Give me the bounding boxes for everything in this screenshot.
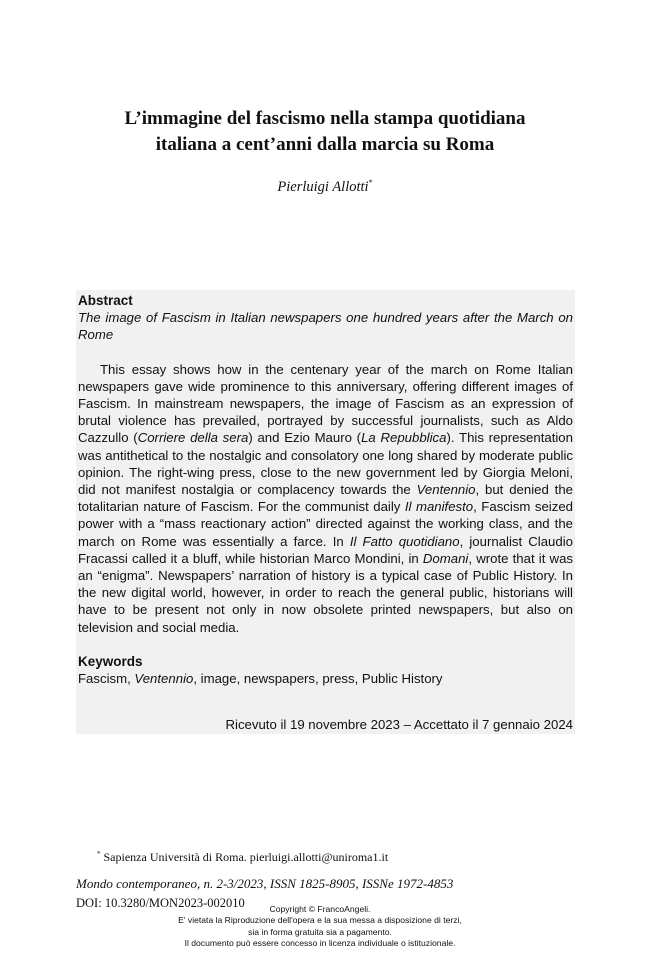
abstract-text-run: Il Fatto quotidiano (349, 533, 460, 549)
abstract-english-title: The image of Fascism in Italian newspapers one hundred years after the March on Rome (78, 310, 573, 343)
abstract-body (78, 361, 573, 636)
title-line-1: L’immagine del fascismo nella stampa quotidiana (124, 108, 526, 129)
doi-line: DOI: 10.3280/MON2023-002010 (76, 896, 245, 910)
abstract-box (76, 290, 575, 734)
keywords-list (78, 670, 573, 687)
paper-title (60, 106, 590, 158)
footnote-text: Sapienza Università di Roma. pierluigi.allotti@uniroma1.it (103, 850, 389, 864)
abstract-text-run: , journalist Claudio Fracassi called it a bluff, while historian Marco Mondini, in (78, 533, 573, 566)
author-footnote-mark: * (368, 178, 373, 187)
abstract-text-run: , Fascism seized power with a “mass reactionary action” directed against the working class, and the march on Rome was essentially a farce. In (78, 499, 574, 549)
abstract-text-run: Il manifesto (404, 499, 474, 515)
copyright-notice (100, 904, 540, 949)
footnote-mark: * (97, 850, 101, 858)
keyword-text-run: , image, newspapers, press, Public History (193, 671, 443, 687)
keywords-heading: Keywords (78, 653, 143, 669)
copyright-line-3: sia in forma gratuita sia a pagamento. (248, 926, 392, 937)
copyright-line-4: Il documento può essere concesso in licenza individuale o istituzionale. (184, 937, 456, 948)
copyright-line-2: E' vietata la Riproduzione dell'opera e la sua messa a disposizione di terzi, (178, 915, 462, 926)
title-line-2: italiana a cent’anni dalla marcia su Roma (155, 134, 495, 155)
abstract-text-run: La Repubblica (361, 430, 447, 446)
abstract-text-run: ). This representation was antithetical to the nostalgic and consolatory one long shared by moderate public opinion. The right-wing press, close to the new government led by Giorgia Meloni, did not manifest nostalgia or complacency towards the (78, 430, 573, 498)
author-line (0, 178, 650, 196)
abstract-text-run: ) and Ezio Mauro ( (248, 430, 362, 446)
abstract-heading: Abstract (78, 293, 133, 308)
keyword-text-run: Ventennio (134, 671, 194, 687)
abstract-text-run: This essay shows how in the centenary year of the march on Rome Italian newspapers gave wide prominence to this anniversary, offering different images of Fascism. In mainstream newspapers, the image of Fascism as an expression of brutal violence has prevailed, portrayed by successful journalists, such as Aldo Cazzullo ( (78, 361, 573, 446)
abstract-text-run: Ventennio (416, 482, 476, 498)
journal-citation: Mondo contemporaneo, n. 2-3/2023, ISSN 1825-8905, ISSNe 1972-4853 (76, 876, 454, 891)
abstract-text-run: , wrote that it was an “enigma”. Newspapers’ narration of history is a typical case of Public History. In the new digital world, however, in order to reach the general public, historians will have to be present not only in now obsolete printed newspapers, but also on television and social media. (78, 550, 573, 635)
abstract-text-run: Domani (422, 550, 469, 566)
abstract-text-run: Corriere della sera (137, 430, 249, 446)
copyright-line-1: Copyright © FrancoAngeli. (269, 904, 371, 914)
author-name: Pierluigi Allotti (277, 178, 369, 195)
keyword-text-run: Fascism, (78, 671, 135, 687)
received-accepted-dates: Ricevuto il 19 novembre 2023 – Accettato il 7 gennaio 2024 (225, 717, 573, 732)
author-affiliation-footnote (97, 850, 388, 865)
abstract-text-run: , but denied the totalitarian nature of Fascism. For the communist daily (78, 482, 573, 515)
